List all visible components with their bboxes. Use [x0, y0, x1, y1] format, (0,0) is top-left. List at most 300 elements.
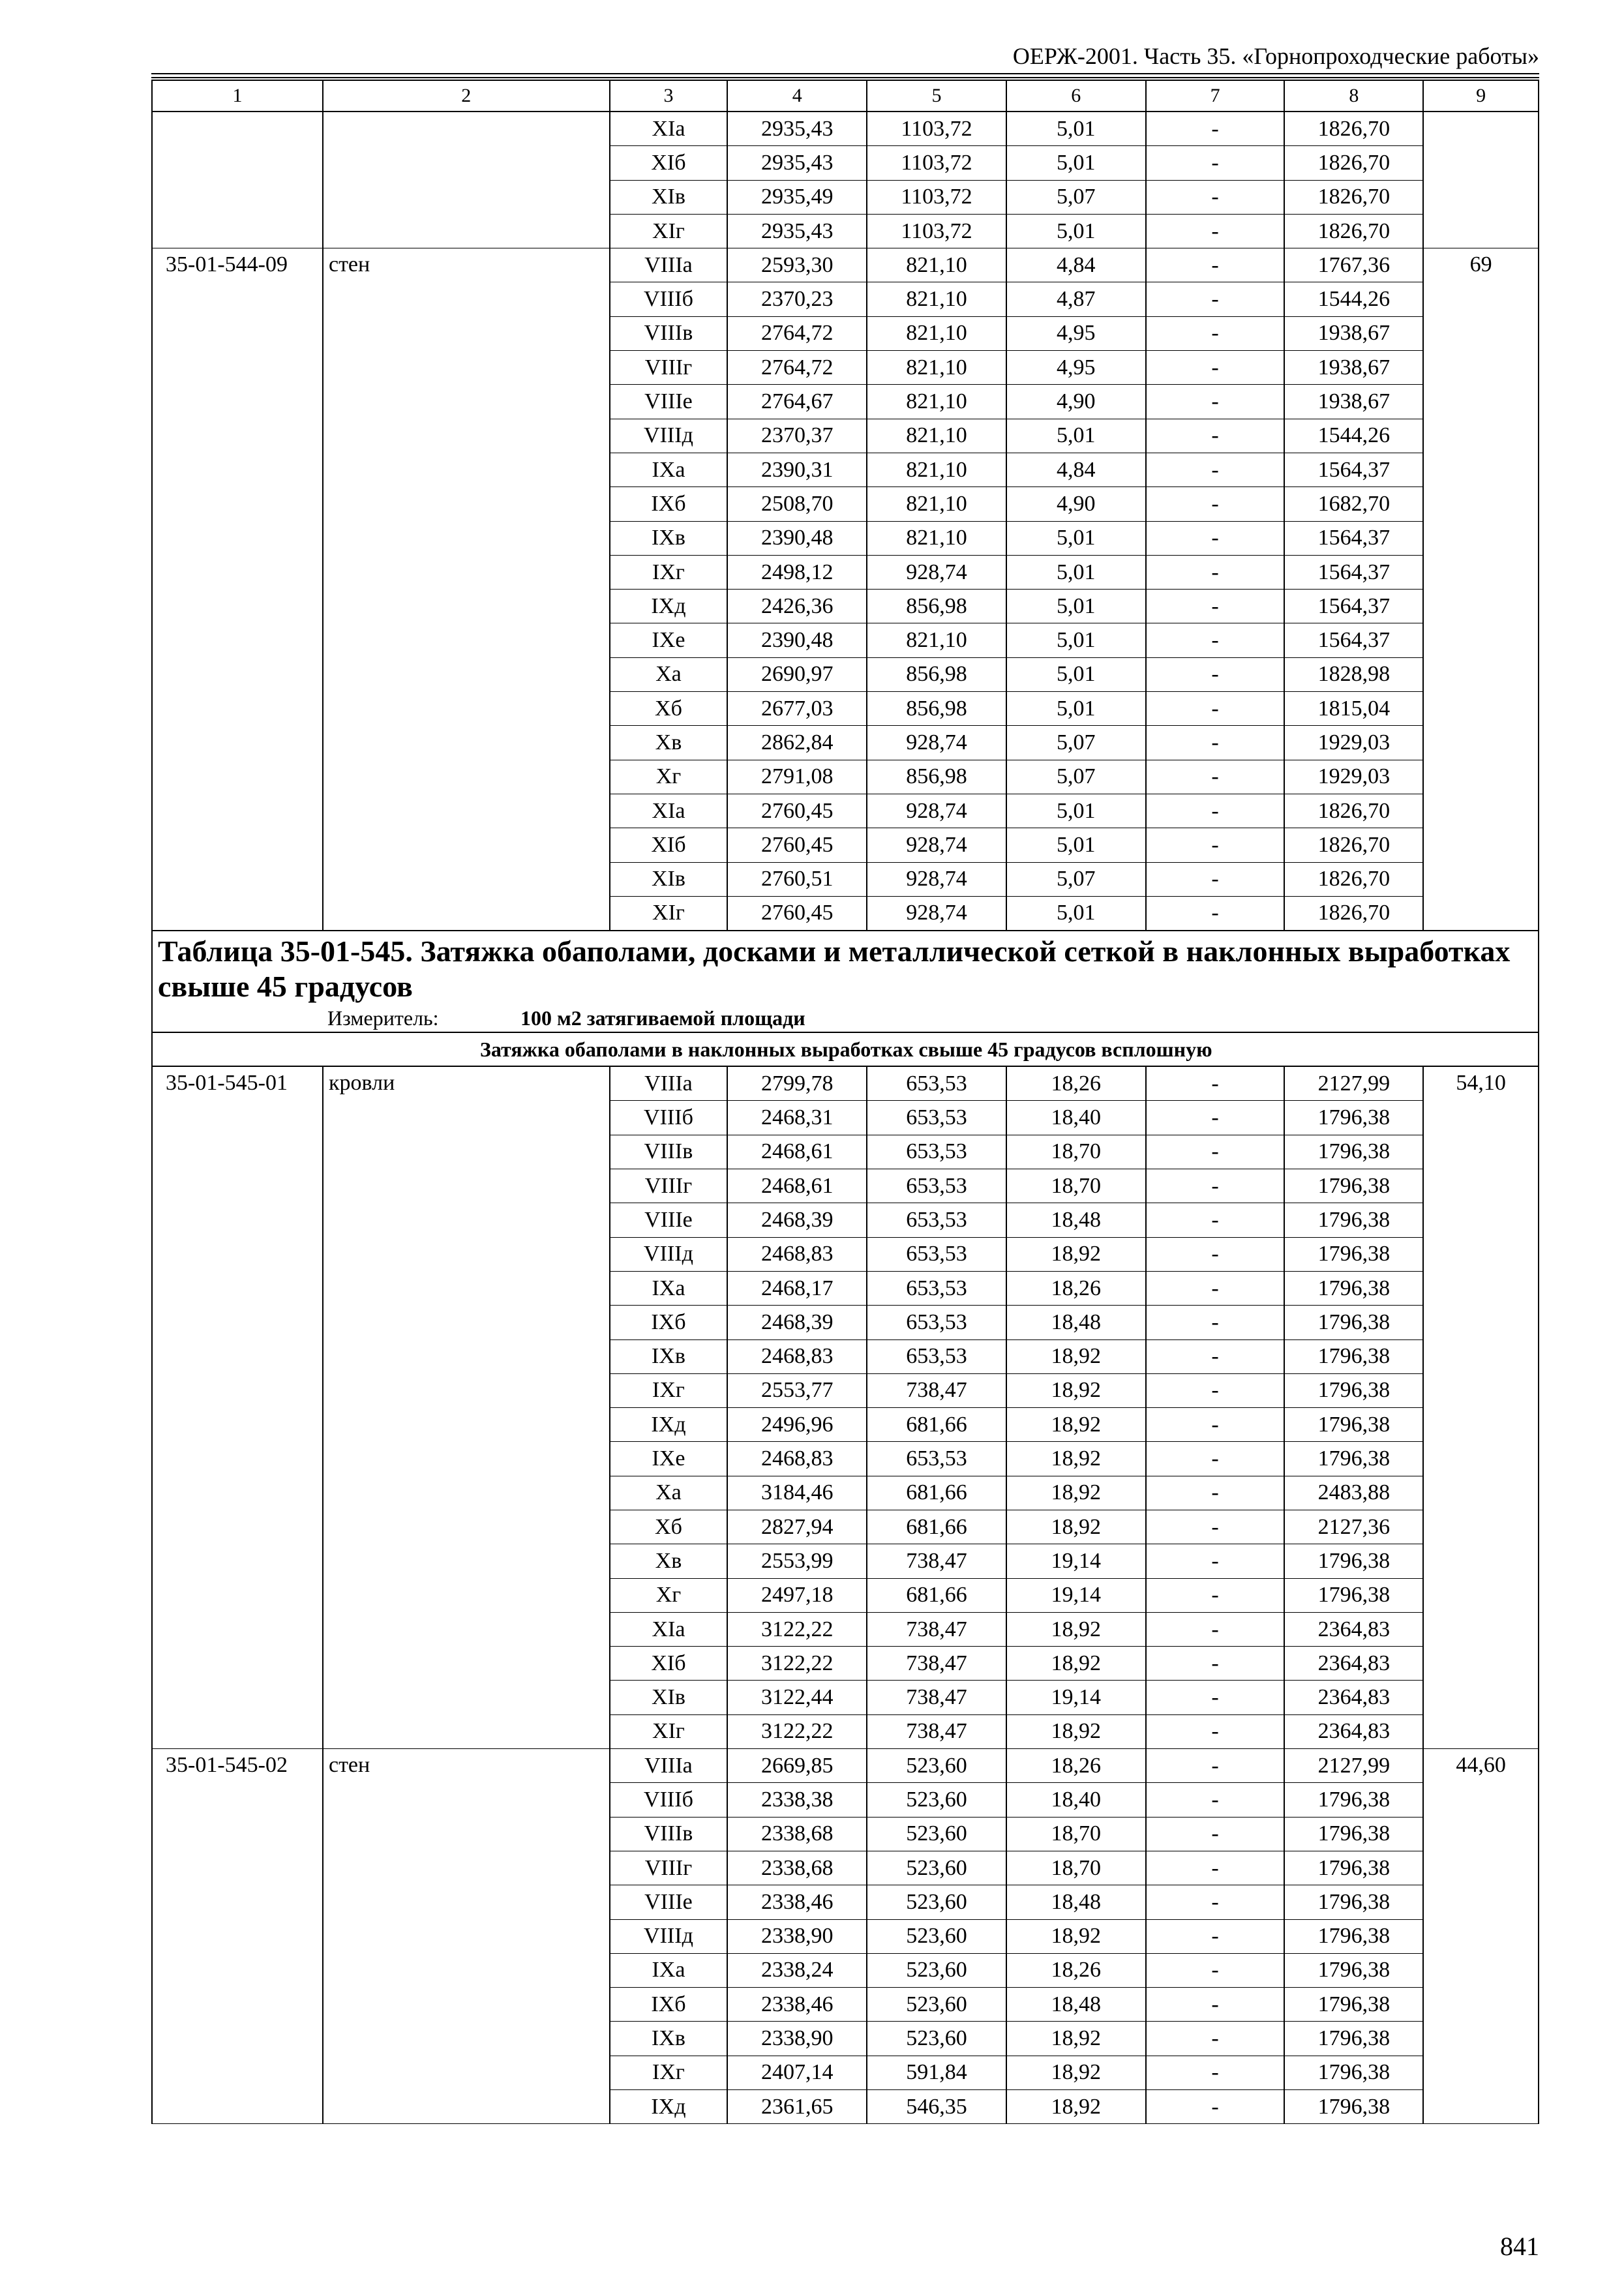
zone-class: XIб: [610, 1647, 728, 1681]
machinist-cost: -: [1146, 555, 1285, 589]
zone-class: Xг: [610, 1578, 728, 1612]
machinist-cost: -: [1146, 1783, 1285, 1817]
machinist-cost: -: [1146, 1749, 1285, 1783]
machine-cost: 18,70: [1006, 1851, 1146, 1885]
zone-class: IXе: [610, 623, 728, 657]
machinist-cost: -: [1146, 590, 1285, 623]
machine-cost: 4,84: [1006, 248, 1146, 282]
total-cost: 2827,94: [727, 1510, 867, 1544]
header-rule: [151, 77, 1539, 78]
material-cost: 1826,70: [1284, 180, 1423, 214]
machine-cost: 18,92: [1006, 1510, 1146, 1544]
zone-class: IXб: [610, 1988, 728, 2022]
labor-cost: 653,53: [867, 1169, 1006, 1203]
material-cost: 1564,37: [1284, 521, 1423, 555]
material-cost: 1826,70: [1284, 896, 1423, 931]
material-cost: 2364,83: [1284, 1647, 1423, 1681]
total-cost: 2935,43: [727, 146, 867, 180]
labor-hours: 54,10: [1423, 1066, 1539, 1748]
labor-cost: 653,53: [867, 1066, 1006, 1101]
zone-class: VIIIв: [610, 316, 728, 350]
zone-class: IXа: [610, 1953, 728, 1987]
machine-cost: 18,70: [1006, 1135, 1146, 1169]
total-cost: 2935,43: [727, 112, 867, 146]
norm-code: 35-01-544-09: [152, 248, 323, 931]
column-number: 7: [1146, 80, 1285, 112]
machine-cost: 19,14: [1006, 1544, 1146, 1578]
material-cost: 1544,26: [1284, 419, 1423, 453]
column-number: 4: [727, 80, 867, 112]
machinist-cost: -: [1146, 385, 1285, 419]
machinist-cost: -: [1146, 1135, 1285, 1169]
machinist-cost: -: [1146, 1817, 1285, 1851]
machine-cost: 18,92: [1006, 2056, 1146, 2089]
labor-cost: 738,47: [867, 1612, 1006, 1646]
labor-cost: 653,53: [867, 1135, 1006, 1169]
unit-label: Измеритель:: [327, 1006, 439, 1030]
total-cost: 2338,90: [727, 1919, 867, 1953]
material-cost: 1826,70: [1284, 862, 1423, 896]
total-cost: 2553,77: [727, 1373, 867, 1407]
material-cost: 1826,70: [1284, 828, 1423, 862]
machinist-cost: -: [1146, 1203, 1285, 1237]
total-cost: 2407,14: [727, 2056, 867, 2089]
total-cost: 3184,46: [727, 1476, 867, 1510]
machine-cost: 5,01: [1006, 214, 1146, 248]
labor-cost: 653,53: [867, 1271, 1006, 1305]
zone-class: XIв: [610, 862, 728, 896]
table-title-row: [152, 931, 1539, 1032]
machine-cost: 5,07: [1006, 726, 1146, 760]
zone-class: VIIIв: [610, 1817, 728, 1851]
zone-class: VIIIв: [610, 1135, 728, 1169]
labor-cost: 738,47: [867, 1373, 1006, 1407]
material-cost: 1564,37: [1284, 555, 1423, 589]
zone-class: IXб: [610, 1306, 728, 1339]
total-cost: 2935,43: [727, 214, 867, 248]
work-name: стен: [323, 248, 610, 931]
table-subtitle: Затяжка обаполами в наклонных выработках свыше 45 градусов всплошную: [152, 1032, 1539, 1066]
total-cost: 2468,83: [727, 1339, 867, 1373]
labor-cost: 821,10: [867, 316, 1006, 350]
labor-cost: 928,74: [867, 896, 1006, 931]
material-cost: 1767,36: [1284, 248, 1423, 282]
material-cost: 1796,38: [1284, 1851, 1423, 1885]
labor-cost: 1103,72: [867, 214, 1006, 248]
machine-cost: 4,95: [1006, 351, 1146, 385]
machine-cost: 18,92: [1006, 1408, 1146, 1442]
zone-class: IXа: [610, 453, 728, 486]
labor-cost: 653,53: [867, 1339, 1006, 1373]
machinist-cost: -: [1146, 862, 1285, 896]
labor-cost: 856,98: [867, 692, 1006, 726]
total-cost: 2791,08: [727, 760, 867, 794]
table-row: [152, 1066, 1539, 1101]
unit-of-measure: [158, 1004, 1531, 1032]
labor-cost: 523,60: [867, 1885, 1006, 1919]
machinist-cost: -: [1146, 1988, 1285, 2022]
machinist-cost: -: [1146, 760, 1285, 794]
zone-class: VIIIг: [610, 1169, 728, 1203]
machinist-cost: -: [1146, 214, 1285, 248]
machinist-cost: -: [1146, 487, 1285, 521]
zone-class: XIг: [610, 896, 728, 931]
machinist-cost: -: [1146, 351, 1285, 385]
total-cost: 2426,36: [727, 590, 867, 623]
material-cost: 2364,83: [1284, 1612, 1423, 1646]
total-cost: 2361,65: [727, 2090, 867, 2124]
machine-cost: 18,40: [1006, 1783, 1146, 1817]
column-number: 3: [610, 80, 728, 112]
machinist-cost: -: [1146, 316, 1285, 350]
material-cost: 1564,37: [1284, 623, 1423, 657]
machinist-cost: -: [1146, 1306, 1285, 1339]
zone-class: IXа: [610, 1271, 728, 1305]
machine-cost: 18,70: [1006, 1817, 1146, 1851]
machinist-cost: -: [1146, 112, 1285, 146]
machinist-cost: -: [1146, 2056, 1285, 2089]
labor-cost: 821,10: [867, 623, 1006, 657]
work-name: кровли: [323, 1066, 610, 1748]
material-cost: 1564,37: [1284, 590, 1423, 623]
total-cost: 2764,72: [727, 351, 867, 385]
total-cost: 3122,44: [727, 1681, 867, 1714]
machinist-cost: -: [1146, 1339, 1285, 1373]
total-cost: 2862,84: [727, 726, 867, 760]
norm-code: 35-01-545-02: [152, 1749, 323, 2124]
labor-cost: 821,10: [867, 248, 1006, 282]
zone-class: XIа: [610, 112, 728, 146]
machinist-cost: -: [1146, 282, 1285, 316]
machine-cost: 18,92: [1006, 1612, 1146, 1646]
material-cost: 1796,38: [1284, 1578, 1423, 1612]
total-cost: 2338,90: [727, 2022, 867, 2056]
machine-cost: 4,90: [1006, 385, 1146, 419]
machine-cost: 18,40: [1006, 1101, 1146, 1135]
machinist-cost: -: [1146, 1885, 1285, 1919]
zone-class: Xг: [610, 760, 728, 794]
machine-cost: 4,90: [1006, 487, 1146, 521]
labor-cost: 856,98: [867, 590, 1006, 623]
column-number: 5: [867, 80, 1006, 112]
machinist-cost: -: [1146, 2090, 1285, 2124]
labor-cost: 681,66: [867, 1578, 1006, 1612]
labor-cost: 591,84: [867, 2056, 1006, 2089]
machine-cost: 4,84: [1006, 453, 1146, 486]
column-number: 1: [152, 80, 323, 112]
page-number: 841: [1500, 2232, 1539, 2261]
column-number: 9: [1423, 80, 1539, 112]
labor-cost: 856,98: [867, 760, 1006, 794]
zone-class: VIIIе: [610, 385, 728, 419]
material-cost: 1826,70: [1284, 112, 1423, 146]
zone-class: IXг: [610, 555, 728, 589]
machine-cost: 5,01: [1006, 828, 1146, 862]
zone-class: VIIIа: [610, 248, 728, 282]
labor-cost: 681,66: [867, 1510, 1006, 1544]
zone-class: Xв: [610, 726, 728, 760]
material-cost: 1564,37: [1284, 453, 1423, 486]
labor-cost: 523,60: [867, 2022, 1006, 2056]
machinist-cost: -: [1146, 1612, 1285, 1646]
total-cost: 2390,48: [727, 623, 867, 657]
zone-class: XIв: [610, 1681, 728, 1714]
labor-cost: 523,60: [867, 1817, 1006, 1851]
labor-cost: 821,10: [867, 487, 1006, 521]
table-row: [152, 1749, 1539, 1783]
norm-code: [152, 112, 323, 248]
column-number: 2: [323, 80, 610, 112]
column-number-row: [152, 80, 1539, 112]
machinist-cost: -: [1146, 419, 1285, 453]
machinist-cost: -: [1146, 623, 1285, 657]
work-name: стен: [323, 1749, 610, 2124]
total-cost: 2760,45: [727, 896, 867, 931]
total-cost: 2764,67: [727, 385, 867, 419]
machinist-cost: -: [1146, 1237, 1285, 1271]
zone-class: IXв: [610, 1339, 728, 1373]
machinist-cost: -: [1146, 1408, 1285, 1442]
total-cost: 2498,12: [727, 555, 867, 589]
labor-cost: 821,10: [867, 521, 1006, 555]
labor-cost: 653,53: [867, 1442, 1006, 1476]
zone-class: IXд: [610, 590, 728, 623]
material-cost: 1796,38: [1284, 1544, 1423, 1578]
machine-cost: 5,07: [1006, 862, 1146, 896]
labor-cost: 821,10: [867, 419, 1006, 453]
material-cost: 1796,38: [1284, 1135, 1423, 1169]
machine-cost: 18,92: [1006, 1476, 1146, 1510]
zone-class: IXг: [610, 2056, 728, 2089]
labor-cost: 928,74: [867, 794, 1006, 828]
total-cost: 2370,37: [727, 419, 867, 453]
material-cost: 1796,38: [1284, 1953, 1423, 1987]
zone-class: IXг: [610, 1373, 728, 1407]
machine-cost: 18,92: [1006, 1237, 1146, 1271]
material-cost: 1796,38: [1284, 2056, 1423, 2089]
total-cost: 2468,83: [727, 1442, 867, 1476]
unit-value: 100 м2 затягиваемой площади: [520, 1006, 805, 1030]
total-cost: 2468,39: [727, 1203, 867, 1237]
material-cost: 1826,70: [1284, 146, 1423, 180]
header-rule: [151, 73, 1539, 74]
material-cost: 1796,38: [1284, 1919, 1423, 1953]
machine-cost: 5,01: [1006, 521, 1146, 555]
labor-cost: 546,35: [867, 2090, 1006, 2124]
machinist-cost: -: [1146, 828, 1285, 862]
material-cost: 1682,70: [1284, 487, 1423, 521]
labor-hours: [1423, 112, 1539, 248]
material-cost: 1796,38: [1284, 1169, 1423, 1203]
material-cost: 1828,98: [1284, 657, 1423, 691]
machinist-cost: -: [1146, 1169, 1285, 1203]
machinist-cost: -: [1146, 1271, 1285, 1305]
labor-cost: 928,74: [867, 862, 1006, 896]
machinist-cost: -: [1146, 1647, 1285, 1681]
total-cost: 2690,97: [727, 657, 867, 691]
labor-hours: 44,60: [1423, 1749, 1539, 2124]
zone-class: XIг: [610, 214, 728, 248]
table-row: [152, 248, 1539, 282]
zone-class: VIIIг: [610, 1851, 728, 1885]
material-cost: 1796,38: [1284, 1237, 1423, 1271]
zone-class: Xв: [610, 1544, 728, 1578]
machine-cost: 5,01: [1006, 555, 1146, 589]
labor-cost: 523,60: [867, 1783, 1006, 1817]
table-row: [152, 112, 1539, 146]
total-cost: 2338,68: [727, 1851, 867, 1885]
total-cost: 2338,24: [727, 1953, 867, 1987]
zone-class: XIа: [610, 794, 728, 828]
material-cost: 1796,38: [1284, 1783, 1423, 1817]
labor-hours: 69: [1423, 248, 1539, 931]
column-number: 6: [1006, 80, 1146, 112]
machinist-cost: -: [1146, 1066, 1285, 1101]
zone-class: XIг: [610, 1714, 728, 1748]
total-cost: 2338,68: [727, 1817, 867, 1851]
material-cost: 2364,83: [1284, 1714, 1423, 1748]
machinist-cost: -: [1146, 1714, 1285, 1748]
material-cost: 1938,67: [1284, 385, 1423, 419]
subtitle-row: [152, 1032, 1539, 1066]
total-cost: 2760,51: [727, 862, 867, 896]
total-cost: 2468,61: [727, 1169, 867, 1203]
material-cost: 1938,67: [1284, 316, 1423, 350]
machine-cost: 18,92: [1006, 1647, 1146, 1681]
labor-cost: 523,60: [867, 1953, 1006, 1987]
machine-cost: 18,70: [1006, 1169, 1146, 1203]
total-cost: 3122,22: [727, 1714, 867, 1748]
labor-cost: 928,74: [867, 555, 1006, 589]
labor-cost: 653,53: [867, 1101, 1006, 1135]
machine-cost: 5,01: [1006, 794, 1146, 828]
total-cost: 2677,03: [727, 692, 867, 726]
machine-cost: 19,14: [1006, 1578, 1146, 1612]
material-cost: 1796,38: [1284, 1408, 1423, 1442]
total-cost: 2338,46: [727, 1885, 867, 1919]
machinist-cost: -: [1146, 2022, 1285, 2056]
total-cost: 2468,61: [727, 1135, 867, 1169]
total-cost: 2799,78: [727, 1066, 867, 1101]
zone-class: IXв: [610, 521, 728, 555]
machinist-cost: -: [1146, 1681, 1285, 1714]
zone-class: XIб: [610, 146, 728, 180]
zone-class: Xб: [610, 1510, 728, 1544]
total-cost: 2390,48: [727, 521, 867, 555]
labor-cost: 523,60: [867, 1851, 1006, 1885]
material-cost: 2483,88: [1284, 1476, 1423, 1510]
zone-class: VIIIа: [610, 1749, 728, 1783]
machine-cost: 18,26: [1006, 1749, 1146, 1783]
machinist-cost: -: [1146, 1851, 1285, 1885]
labor-cost: 1103,72: [867, 180, 1006, 214]
labor-cost: 821,10: [867, 385, 1006, 419]
total-cost: 2669,85: [727, 1749, 867, 1783]
material-cost: 1796,38: [1284, 1988, 1423, 2022]
machinist-cost: -: [1146, 1510, 1285, 1544]
machine-cost: 18,26: [1006, 1066, 1146, 1101]
machine-cost: 5,01: [1006, 146, 1146, 180]
labor-cost: 738,47: [867, 1647, 1006, 1681]
zone-class: VIIIб: [610, 1101, 728, 1135]
material-cost: 2127,36: [1284, 1510, 1423, 1544]
material-cost: 1929,03: [1284, 760, 1423, 794]
labor-cost: 928,74: [867, 828, 1006, 862]
machine-cost: 4,87: [1006, 282, 1146, 316]
material-cost: 1544,26: [1284, 282, 1423, 316]
total-cost: 3122,22: [727, 1647, 867, 1681]
material-cost: 1796,38: [1284, 2022, 1423, 2056]
material-cost: 1796,38: [1284, 1442, 1423, 1476]
labor-cost: 1103,72: [867, 146, 1006, 180]
machine-cost: 19,14: [1006, 1681, 1146, 1714]
zone-class: VIIIд: [610, 419, 728, 453]
table-title: Таблица 35-01-545. Затяжка обаполами, досками и металлической сеткой в наклонных выработках свыше 45 градусов: [158, 935, 1511, 1004]
total-cost: 2497,18: [727, 1578, 867, 1612]
zone-class: IXв: [610, 2022, 728, 2056]
labor-cost: 821,10: [867, 351, 1006, 385]
work-name: [323, 112, 610, 248]
machine-cost: 5,01: [1006, 419, 1146, 453]
total-cost: 2338,38: [727, 1783, 867, 1817]
zone-class: XIа: [610, 1612, 728, 1646]
machinist-cost: -: [1146, 1373, 1285, 1407]
labor-cost: 653,53: [867, 1237, 1006, 1271]
machine-cost: 4,95: [1006, 316, 1146, 350]
labor-cost: 523,60: [867, 1919, 1006, 1953]
machine-cost: 18,26: [1006, 1953, 1146, 1987]
total-cost: 2496,96: [727, 1408, 867, 1442]
material-cost: 1796,38: [1284, 1817, 1423, 1851]
machine-cost: 18,48: [1006, 1306, 1146, 1339]
machine-cost: 5,01: [1006, 112, 1146, 146]
material-cost: 1796,38: [1284, 1306, 1423, 1339]
machine-cost: 18,92: [1006, 1339, 1146, 1373]
labor-cost: 856,98: [867, 657, 1006, 691]
machine-cost: 18,92: [1006, 1373, 1146, 1407]
labor-cost: 738,47: [867, 1714, 1006, 1748]
machinist-cost: -: [1146, 1476, 1285, 1510]
zone-class: XIв: [610, 180, 728, 214]
machine-cost: 18,48: [1006, 1885, 1146, 1919]
machine-cost: 18,92: [1006, 1714, 1146, 1748]
machinist-cost: -: [1146, 453, 1285, 486]
machinist-cost: -: [1146, 692, 1285, 726]
labor-cost: 523,60: [867, 1749, 1006, 1783]
zone-class: VIIIе: [610, 1203, 728, 1237]
machine-cost: 18,48: [1006, 1988, 1146, 2022]
machine-cost: 5,01: [1006, 692, 1146, 726]
total-cost: 2468,17: [727, 1271, 867, 1305]
machinist-cost: -: [1146, 1953, 1285, 1987]
machine-cost: 5,07: [1006, 180, 1146, 214]
machine-cost: 18,92: [1006, 1442, 1146, 1476]
total-cost: 2760,45: [727, 794, 867, 828]
material-cost: 1796,38: [1284, 1339, 1423, 1373]
material-cost: 1938,67: [1284, 351, 1423, 385]
total-cost: 3122,22: [727, 1612, 867, 1646]
machine-cost: 5,07: [1006, 760, 1146, 794]
machinist-cost: -: [1146, 248, 1285, 282]
labor-cost: 821,10: [867, 282, 1006, 316]
labor-cost: 821,10: [867, 453, 1006, 486]
machinist-cost: -: [1146, 1101, 1285, 1135]
total-cost: 2468,83: [727, 1237, 867, 1271]
zone-class: VIIIб: [610, 1783, 728, 1817]
machinist-cost: -: [1146, 1578, 1285, 1612]
machine-cost: 5,01: [1006, 896, 1146, 931]
labor-cost: 653,53: [867, 1306, 1006, 1339]
